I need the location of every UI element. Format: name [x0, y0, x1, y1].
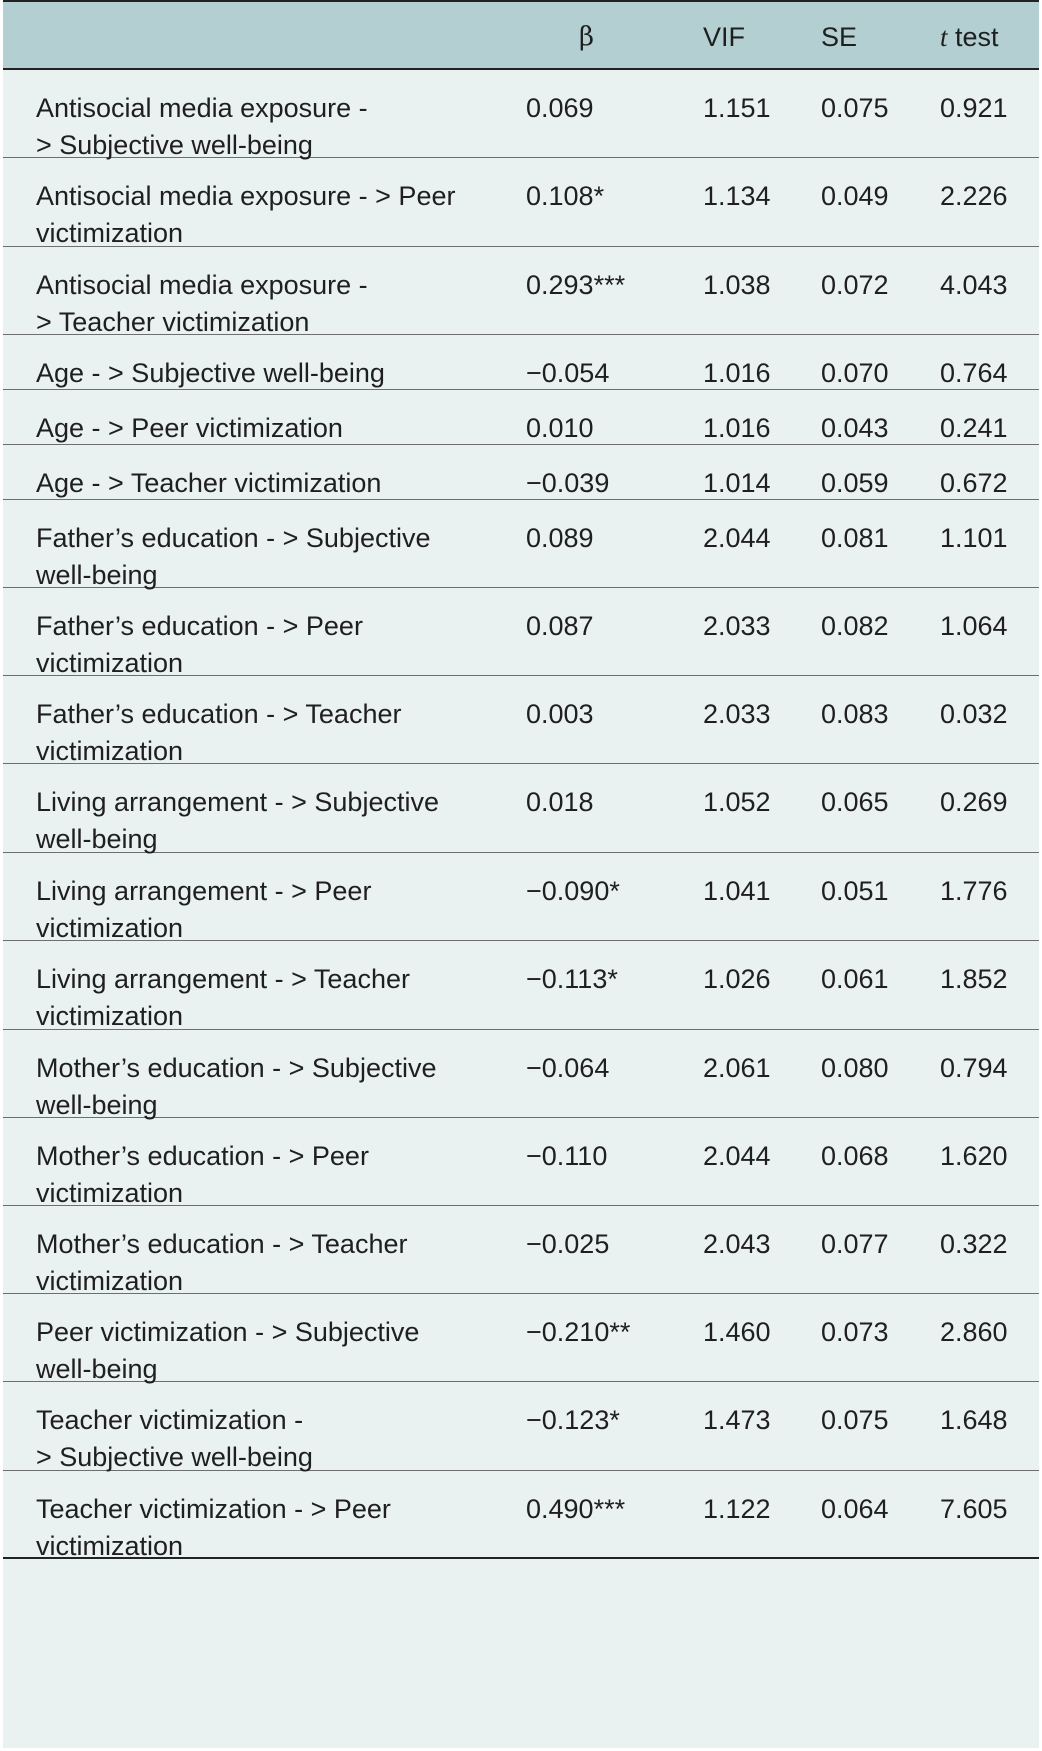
row-label	[36, 267, 506, 341]
table-row	[3, 335, 1039, 390]
row-label	[36, 465, 506, 502]
cell-beta: 0.018	[526, 787, 594, 817]
cell-se: 0.061	[821, 964, 889, 994]
row-label-line-2: well-being	[36, 824, 158, 854]
cell-vif: 1.016	[703, 358, 771, 388]
row-label-line-1: Living arrangement - > Teacher	[36, 964, 410, 994]
cell-se: 0.081	[821, 523, 889, 553]
row-label-line-2: > Subjective well-being	[36, 130, 313, 160]
table-row	[3, 158, 1039, 247]
row-label	[36, 1402, 506, 1476]
table-row	[3, 676, 1039, 764]
cell-se: 0.073	[821, 1317, 889, 1347]
cell-vif: 1.473	[703, 1405, 771, 1435]
cell-beta: 0.490***	[526, 1494, 626, 1524]
row-label-line-1: Living arrangement - > Peer	[36, 876, 372, 906]
cell-vif: 1.122	[703, 1494, 771, 1524]
cell-t-test: 0.032	[940, 699, 1008, 729]
cell-t-test: 0.269	[940, 787, 1008, 817]
row-label-line-1: Age - > Teacher victimization	[36, 468, 382, 498]
row-label-line-1: Father’s education - > Subjective	[36, 523, 431, 553]
cell-vif: 2.033	[703, 611, 771, 641]
row-label	[36, 961, 506, 1035]
cell-t-test: 0.322	[940, 1229, 1008, 1259]
cell-vif: 1.038	[703, 270, 771, 300]
cell-beta: −0.123*	[526, 1405, 620, 1435]
header-vif: VIF	[703, 22, 746, 52]
header-t-rest: test	[947, 22, 999, 52]
row-label	[36, 608, 506, 682]
cell-t-test: 2.860	[940, 1317, 1008, 1347]
row-label	[36, 1314, 506, 1388]
row-label	[36, 355, 506, 392]
cell-vif: 1.052	[703, 787, 771, 817]
table-row	[3, 764, 1039, 853]
cell-vif: 1.151	[703, 93, 771, 123]
table-row	[3, 1294, 1039, 1382]
table-row	[3, 70, 1039, 158]
cell-t-test: 1.648	[940, 1405, 1008, 1435]
cell-se: 0.077	[821, 1229, 889, 1259]
row-label-line-1: Peer victimization - > Subjective	[36, 1317, 420, 1347]
cell-beta: −0.210**	[526, 1317, 631, 1347]
row-label-line-1: Age - > Subjective well-being	[36, 358, 385, 388]
table-row	[3, 390, 1039, 445]
row-label-line-2: victimization	[36, 648, 184, 678]
row-label	[36, 1050, 506, 1124]
row-label-line-2: well-being	[36, 560, 158, 590]
cell-vif: 1.041	[703, 876, 771, 906]
cell-se: 0.043	[821, 413, 889, 443]
cell-se: 0.075	[821, 1405, 889, 1435]
cell-t-test: 0.764	[940, 358, 1008, 388]
cell-se: 0.068	[821, 1141, 889, 1171]
cell-beta: −0.025	[526, 1229, 610, 1259]
cell-vif: 1.460	[703, 1317, 771, 1347]
row-label-line-1: Mother’s education - > Teacher	[36, 1229, 408, 1259]
row-label-line-1: Teacher victimization - > Peer	[36, 1494, 391, 1524]
row-label-line-2: victimization	[36, 736, 184, 766]
table-row	[3, 1471, 1039, 1559]
table-row	[3, 853, 1039, 941]
cell-t-test: 1.620	[940, 1141, 1008, 1171]
table-row	[3, 1118, 1039, 1206]
row-label	[36, 1491, 506, 1565]
cell-t-test: 4.043	[940, 270, 1008, 300]
row-label	[36, 90, 506, 164]
cell-vif: 1.014	[703, 468, 771, 498]
cell-beta: −0.039	[526, 468, 610, 498]
cell-vif: 1.026	[703, 964, 771, 994]
cell-se: 0.065	[821, 787, 889, 817]
row-label-line-1: Father’s education - > Teacher	[36, 699, 402, 729]
header-se: SE	[821, 22, 858, 52]
cell-se: 0.080	[821, 1053, 889, 1083]
row-label	[36, 1226, 506, 1300]
cell-se: 0.082	[821, 611, 889, 641]
row-label-line-2: well-being	[36, 1090, 158, 1120]
table-row	[3, 941, 1039, 1030]
row-label-line-2: victimization	[36, 1531, 184, 1561]
header-t-test	[940, 22, 999, 53]
table-header	[3, 0, 1039, 70]
row-label-line-1: Age - > Peer victimization	[36, 413, 343, 443]
cell-beta: −0.113*	[526, 964, 618, 994]
row-label-line-2: victimization	[36, 1001, 184, 1031]
row-label-line-1: Teacher victimization -	[36, 1405, 304, 1435]
cell-vif: 1.016	[703, 413, 771, 443]
cell-vif: 2.033	[703, 699, 771, 729]
row-label-line-2: > Teacher victimization	[36, 307, 310, 337]
cell-t-test: 7.605	[940, 1494, 1008, 1524]
row-label-line-1: Mother’s education - > Subjective	[36, 1053, 437, 1083]
cell-t-test: 1.776	[940, 876, 1008, 906]
table-row	[3, 588, 1039, 676]
cell-vif: 2.061	[703, 1053, 771, 1083]
row-label-line-2: victimization	[36, 1266, 184, 1296]
cell-beta: 0.003	[526, 699, 594, 729]
row-label-line-2: victimization	[36, 913, 184, 943]
cell-t-test: 1.852	[940, 964, 1008, 994]
cell-se: 0.049	[821, 181, 889, 211]
cell-t-test: 0.241	[940, 413, 1008, 443]
row-label	[36, 1138, 506, 1212]
cell-t-test: 1.101	[940, 523, 1008, 553]
row-label	[36, 178, 506, 252]
row-label-line-1: Father’s education - > Peer	[36, 611, 363, 641]
table-row	[3, 247, 1039, 335]
row-label	[36, 784, 506, 858]
row-label-line-1: Antisocial media exposure - > Peer	[36, 181, 456, 211]
cell-beta: 0.087	[526, 611, 594, 641]
row-label-line-1: Antisocial media exposure -	[36, 93, 368, 123]
table-row	[3, 1382, 1039, 1471]
cell-vif: 2.044	[703, 1141, 771, 1171]
cell-t-test: 0.794	[940, 1053, 1008, 1083]
header-t-italic: t	[940, 22, 948, 52]
row-label-line-1: Mother’s education - > Peer	[36, 1141, 369, 1171]
cell-se: 0.072	[821, 270, 889, 300]
cell-t-test: 0.921	[940, 93, 1008, 123]
cell-se: 0.083	[821, 699, 889, 729]
cell-t-test: 0.672	[940, 468, 1008, 498]
row-label	[36, 696, 506, 770]
table-row	[3, 1206, 1039, 1294]
cell-vif: 1.134	[703, 181, 771, 211]
cell-beta: −0.064	[526, 1053, 610, 1083]
row-label	[36, 410, 506, 447]
cell-se: 0.075	[821, 93, 889, 123]
cell-beta: 0.293***	[526, 270, 626, 300]
cell-t-test: 2.226	[940, 181, 1008, 211]
table-row	[3, 1030, 1039, 1118]
cell-vif: 2.044	[703, 523, 771, 553]
row-label-line-2: victimization	[36, 1178, 184, 1208]
cell-t-test: 1.064	[940, 611, 1008, 641]
row-label-line-2: victimization	[36, 218, 184, 248]
cell-beta: −0.054	[526, 358, 610, 388]
cell-se: 0.064	[821, 1494, 889, 1524]
cell-se: 0.059	[821, 468, 889, 498]
cell-se: 0.070	[821, 358, 889, 388]
row-label	[36, 520, 506, 594]
cell-vif: 2.043	[703, 1229, 771, 1259]
cell-beta: 0.069	[526, 93, 594, 123]
table-row	[3, 500, 1039, 588]
coefficients-table	[3, 0, 1039, 1748]
header-beta: β	[579, 22, 595, 52]
cell-beta: 0.010	[526, 413, 594, 443]
row-label-line-2: well-being	[36, 1354, 158, 1384]
cell-beta: 0.089	[526, 523, 594, 553]
table-row	[3, 445, 1039, 500]
row-label-line-2: > Subjective well-being	[36, 1442, 313, 1472]
cell-beta: −0.090*	[526, 876, 620, 906]
row-label-line-1: Living arrangement - > Subjective	[36, 787, 439, 817]
cell-se: 0.051	[821, 876, 889, 906]
row-label-line-1: Antisocial media exposure -	[36, 270, 368, 300]
row-label	[36, 873, 506, 947]
cell-beta: −0.110	[526, 1141, 608, 1171]
cell-beta: 0.108*	[526, 181, 605, 211]
